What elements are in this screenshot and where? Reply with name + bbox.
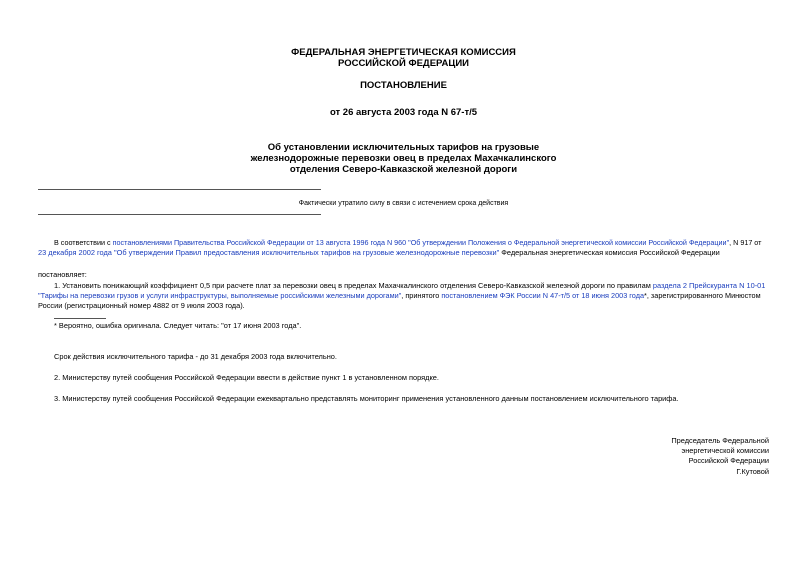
org-line-2: РОССИЙСКОЙ ФЕДЕРАЦИИ [337,58,469,69]
divider-bottom [38,214,321,215]
doc-type [0,80,807,91]
signature-line-3: Российской Федерации [688,456,769,466]
footnote-divider [54,318,106,319]
preamble-text-2: , N 917 от [729,238,762,247]
item-1-link-tariffs[interactable]: "Тарифы на перевозки грузов и услуги инфраструктуры, выполняемые российскими железными дорогами" [38,291,402,300]
validity-note: Срок действия исключительного тарифа - до 31 декабря 2003 года включительно. [54,352,337,361]
item-1-link-price-list[interactable]: раздела 2 Прейскуранта N 10-01 [652,281,766,290]
signature-line-4: Г.Кутовой [736,466,769,476]
preamble-link-2a[interactable]: 23 декабря 2002 года [38,248,112,257]
item-1-text-1: 1. Установить понижающий коэффициент 0,5 при расчете плат за перевозки овец в пределах Махачкалинского отделения Северо-Кавказской железной дороги по правилам [54,281,653,290]
item-1-text-2: , принятого [401,291,442,300]
title-line-2: железнодорожные перевозки овец в пределах Махачкалинского [250,153,557,164]
preamble-link-2b[interactable]: "Об утверждении Правил предоставления исключительных тарифов на грузовые железнодорожные перевозки" [111,248,500,257]
status-note: Фактически утратило силу в связи с истечением срока действия [298,200,509,207]
preamble-paragraph-cont [38,248,767,258]
date-number [0,107,807,118]
item-3: 3. Министерству путей сообщения Российской Федерации ежеквартально представлять мониторинг применения установленного данным постановлением исключительного тарифа. [54,394,679,403]
title-line-1: Об установлении исключительных тарифов на грузовые [267,142,540,153]
item-2: 2. Министерству путей сообщения Российской Федерации ввести в действие пункт 1 в установленном порядке. [54,373,439,382]
item-1-asterisk: * [644,291,647,300]
preamble-text-3: Федеральная энергетическая комиссия Российской Федерации [499,248,720,257]
preamble-paragraph [54,238,767,248]
divider-top [38,189,321,190]
signature-line-1: Председатель Федеральной [671,436,769,445]
signature-block [671,436,769,477]
date-number-label: от 26 августа 2003 года N 67-т/5 [329,107,478,118]
preamble-link-1[interactable]: постановлениями Правительства Российской Федерации от 13 августа 1996 года N 960 "Об утверждении Положения о Федеральной энергетической комиссии Российской Федерации" [112,238,730,247]
footnote: * Вероятно, ошибка оригинала. Следует читать: "от 17 июня 2003 года". [54,321,302,330]
item-1-line-2 [38,291,767,301]
item-1-text-4: , зарегистрированного Минюстом [646,291,761,300]
doc-type-label: ПОСТАНОВЛЕНИЕ [360,80,447,91]
signature-line-2: энергетической комиссии [681,446,769,456]
title-line-3: отделения Северо-Кавказской железной дороги [289,164,518,175]
item-1-line-3: России (регистрационный номер 4882 от 9 июля 2003 года). [38,301,245,310]
preamble-text-1: В соответствии с [54,238,113,247]
organization-header [0,47,807,69]
resolves-label: постановляет: [38,270,87,279]
item-1-link-resolution[interactable]: постановлением ФЭК России N 47-т/5 от 18 июня 2003 года [441,291,645,300]
org-line-1: ФЕДЕРАЛЬНАЯ ЭНЕРГЕТИЧЕСКАЯ КОМИССИЯ [291,47,516,58]
document-title [0,142,807,175]
item-1-line-1 [54,281,767,291]
